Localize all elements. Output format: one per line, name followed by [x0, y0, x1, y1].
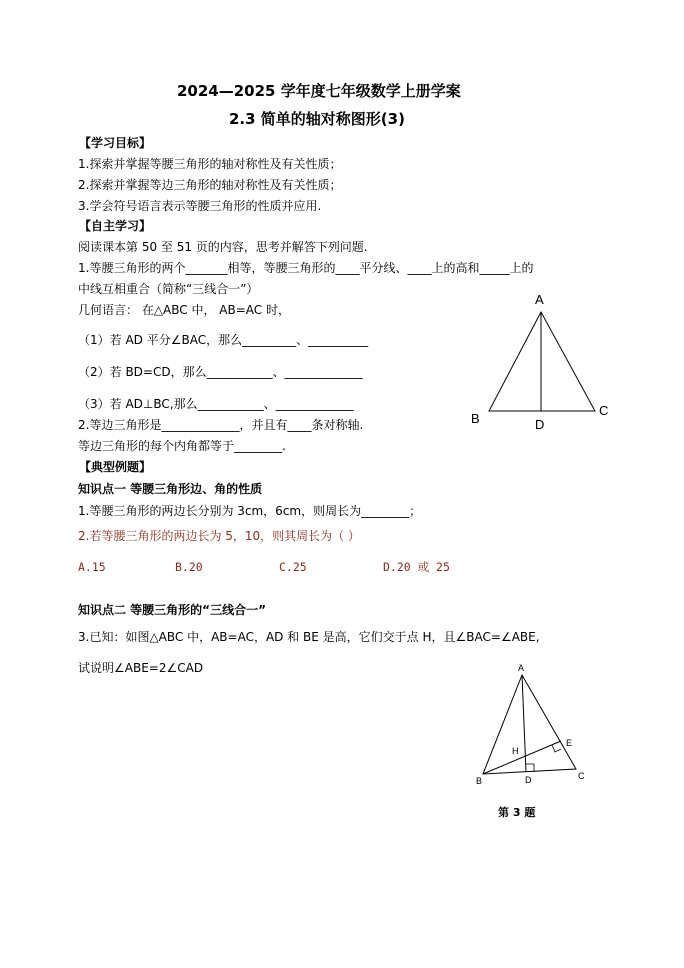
examples-heading: 【典型例题】	[79, 460, 152, 474]
triangle-figure-1	[465, 290, 615, 435]
goal-item-3: 3.学会符号语言表示等腰三角形的性质并应用.	[78, 199, 322, 213]
goal-item-2: 2.探索并掌握等边三角形的轴对称性及有关性质；	[78, 178, 342, 192]
question-2-line-1: 2.等边三角形是_____________，并且有____条对称轴.	[78, 418, 364, 432]
vertex-label-c: C	[599, 403, 609, 418]
right-angle-mark-e	[552, 745, 561, 752]
triangle-abc-outline-2	[483, 675, 576, 774]
vertex-label-c-2: C	[578, 771, 585, 781]
question-2-line-2: 等边三角形的每个内角都等于________.	[78, 439, 286, 453]
knowledge-point-1: 知识点一 等腰三角形边、角的性质	[78, 482, 263, 496]
vertex-label-b: B	[471, 411, 480, 426]
altitude-be	[483, 741, 561, 774]
vertex-label-b-2: B	[476, 776, 483, 786]
point-label-d: D	[535, 417, 545, 432]
figure-caption: 第 3 题	[498, 806, 536, 819]
sub-question-3: （3）若 AD⊥BC,那么___________、_____________	[78, 397, 354, 411]
lesson-subtitle: 2.3 简单的轴对称图形(3)	[229, 110, 405, 128]
triangle-figure-2	[470, 660, 600, 790]
question-1-line-2: 中线互相重合（简称“三线合一”）	[78, 282, 259, 296]
point-label-e-2: E	[566, 738, 573, 748]
geometry-language: 几何语言： 在△ABC 中， AB=AC 时，	[78, 303, 290, 317]
option-d: D.20 或 25	[383, 560, 450, 574]
example-2: 2.若等腰三角形的两边长为 5，10，则其周长为（ ）	[78, 529, 360, 543]
goal-item-1: 1.探索并掌握等腰三角形的轴对称性及有关性质；	[78, 157, 342, 171]
sub-question-1: （1）若 AD 平分∠BAC，那么_________、__________	[78, 333, 369, 347]
vertex-label-a-2: A	[518, 663, 525, 673]
point-label-d-2: D	[525, 775, 532, 785]
knowledge-point-2: 知识点二 等腰三角形的“三线合一”	[78, 603, 266, 617]
right-angle-mark-d	[526, 764, 534, 772]
vertex-label-a: A	[535, 292, 544, 307]
option-a: A.15	[78, 560, 106, 574]
example-3-line-2: 试说明∠ABE=2∠CAD	[78, 661, 204, 675]
example-3-line-1: 3.已知：如图△ABC 中，AB=AC，AD 和 BE 是高，它们交于点 H，且∠BAC=∠ABE,	[78, 630, 540, 644]
option-b: B.20	[175, 560, 203, 574]
question-1-line-1: 1.等腰三角形的两个_______相等，等腰三角形的____平分线、____上的高和_____上的	[78, 261, 534, 275]
point-label-h-2: H	[512, 746, 519, 756]
page-title: 2024—2025 学年度七年级数学上册学案	[177, 82, 461, 100]
option-c: C.25	[279, 560, 307, 574]
example-1: 1.等腰三角形的两边长分别为 3cm，6cm，则周长为________；	[78, 504, 422, 518]
self-study-intro: 阅读课本第 50 至 51 页的内容，思考并解答下列问题.	[78, 240, 368, 254]
self-study-heading: 【自主学习】	[79, 219, 152, 233]
sub-question-2: （2）若 BD=CD，那么___________、_____________	[78, 365, 363, 379]
goals-heading: 【学习目标】	[79, 136, 152, 150]
triangle-abc-outline	[489, 312, 595, 411]
